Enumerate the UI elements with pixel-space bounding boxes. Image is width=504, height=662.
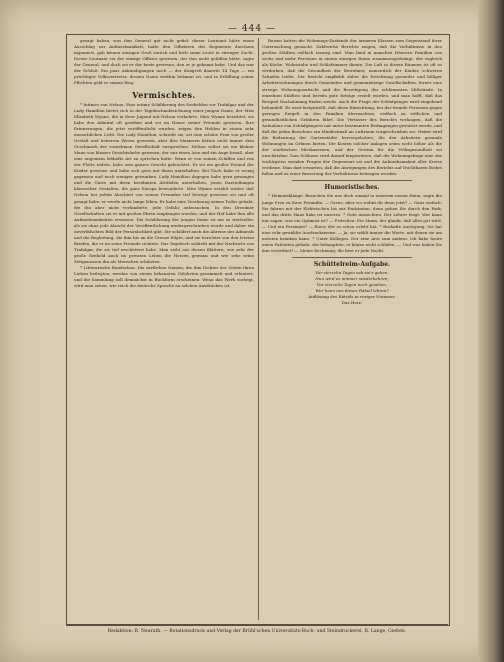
section-rule-2: [292, 257, 412, 258]
section-heading-humor: Humoristisches.: [324, 184, 380, 192]
humor-paragraph: * Heimatsklänge. Besuchen Sie uns doch einmal in unserem neuen Heim, sagte die junge Frau zu ihrer Freundin. — Gerne, aber wo wohnt ihr denn jetzt? — Ganz einfach: Sie fahren mit der Elektrischen bis zur Endstation, dann gehen Sie durch den Park, und das dritte Haus links ist unseres. * Gute Aussichten. Der Lehrer fragt: Wer kann mir sagen, was ein Optimist ist? — Fritzchen: Ein Mann, der glaubt, daß alles gut wird. — Und ein Pessimist? — Einer, der es schon erlebt hat. * Boshafte Auslegung. Sie hat eine sehr gewählte Ausdrucksweise. — Ja, sie wählt immer die Worte, mit denen sie am meisten kränken kann. * Unter Kollegen. Der eine Arzt zum andern: Ich habe heute einen Patienten gehabt, der behauptete, er könne nicht schlafen. — Und was haben Sie ihm verordnet? — Meine Rechnung; die liest er jede Nacht.: [262, 193, 442, 253]
article-paragraph: * Intimes von Nelson. Eine intime Schilderung des Seehelden vor Trafalgar und der Lady Hamilton bietet sich in der Tagebuchaufzeichnung einer jungen Dame, der Miss Elizabeth Wynne, die in ihrer Jugend mit Nelson verkehrte. Miss Wynne berichtet, sie habe den Admiral oft gesehen und sei im Hause seiner Freunde gewesen. Ihre Erinnerungen, die jetzt veröffentlicht wurden, zeigen den Helden in einem sehr menschlichen Licht. Die Lady Hamilton, schreibt sie, sei eine schöne Frau von großer Gestalt und heiterem Wesen gewesen, aber ihre Manieren hätten nicht immer dem Geschmack der vornehmen Gesellschaft entsprochen. Nelson selbst sei ein kleiner Mann von blasser Gesichtsfarbe gewesen, der nur einen Arm und ein Auge besaß, aber eine ungemein lebhafte Art zu sprechen hatte. Wenn er von seinen Schiffen und von der Flotte redete, habe sein ganzes Gesicht geleuchtet. Er sei ein großer Freund der Kinder gewesen und habe sich gern mit ihnen unterhalten. Bei Tisch habe er wenig gegessen und noch weniger getrunken. Lady Hamilton dagegen habe gern gesungen und die Gäste mit ihren berühmten Attitüden unterhalten, jenen Darstellungen klassischer Gestalten, die ganz Europa bewunderte. Miss Wynne erzählt weiter, daß Nelson bei jedem Abschied von seinen Freunden tief bewegt gewesen sei und oft gesagt habe, er werde nicht lange leben. Er habe eine Vorahnung seines Todes gehabt, die ihn aber nicht verhinderte, jede Gefahr aufzusuchen. In den Dresdner Gesellschaften sei er mit großen Ehren empfangen worden, und der Hof habe ihm alle Aufmerksamkeiten erwiesen. Die Schilderung der jungen Dame ist um so wertvoller, als sie ohne jede Absicht der Veröffentlichung niedergeschrieben wurde und daher ein unverfälschtes Bild der Persönlichkeit gibt. Sie schildert auch die Abreise des Admirals und die Begleitung, die ihm bis an die Grenze folgte, und sie berichtet von den letzten Briefen, die er an seine Freunde richtete. Das Tagebuch schließt mit der Nachricht von Trafalgar, die sie tief erschüttert habe. Man sieht aus diesen Blättern, wie sehr der große Seeheld auch im privaten Leben die Herzen gewann und wie sehr seine Zeitgenossen ihn als Menschen schätzten.: [74, 101, 254, 265]
riddle-line: Wer kann uns dieses Rätsel lehren?: [315, 288, 389, 294]
right-column: [262, 38, 442, 620]
article-paragraph-2: * Litterarische Rundschau. Die zärtlichen Namen, die ihm Dichter der Zeiten ihren Lieben beilegten, werden von einem bekannten Gelehrten gesammelt und erläutert, und die Sammlung soll demnächst in Buchform erscheinen. Wenn das Werk vorliegt, wird man sehen, wie reich die deutsche Sprache an solchen Ausdrücken ist.: [74, 265, 254, 289]
intro-paragraph: gesagt haben, was ihm General gut nicht gefiel: dieser Leutnant hätte einen Ausschlag zur Aufmerksamkeit, hatte den Offizieren des Regiments durchaus imponiert, gab keinen einzigen Gruß zurück und hielt seine Leute in strenger Zucht. Dieser Leutnant sei der einzige Offizier gewesen, der ihm nicht gefallen hätte, sagte der General, und doch sei er der beste gewesen, den er je gekannt habe. Und das war der Schluß. Ein paar Ankündigungen noch — der Kongreß dauerte 14 Tage — ein prächtiger Volksvertreter, dessen Name weithin bekannt ist, und in Erfüllung seiner Pflichten geht er seinen Weg.: [74, 38, 254, 86]
section-heading-vermischtes: Vermischtes.: [132, 89, 196, 100]
page-number: — 444 —: [228, 24, 276, 34]
riddle-answer-label: Auflösung des Rätsels in voriger Nummer:: [308, 294, 396, 300]
section-rule: [292, 180, 412, 181]
article-continuation: Reisen hatten die Wohnungs-Zustände der ärmeren Klassen zum Gegenstand ihrer Untersuchung gemacht. Zahlreiche Berichte zeigen, daß die Verhältnisse in den großen Städten vielfach traurig sind. Man fand in manchen Häusern Familien von sechs und mehr Personen in einem einzigen Raum zusammengedrängt, der zugleich als Küche, Wohnstube und Schlafzimmer diente. Die Luft in diesen Räumen ist oft so verdorben, daß die Gesundheit der Bewohner, namentlich der Kinder, schweren Schaden leidet. Der Bericht empfiehlt daher die Errichtung gesunder und billiger Arbeiterwohnungen durch Gemeinden und gemeinnützige Gesellschaften, ferner eine strenge Wohnungsaufsicht und die Beseitigung der schlimmsten Mißstände. In einzelnen Städten sind bereits gute Erfolge erzielt worden, und man hofft, daß das Beispiel Nachahmung finden werde. Auch die Frage der Schlafgänger wird eingehend behandelt. Es wird festgestellt, daß diese Einrichtung, bei der fremde Personen gegen geringes Entgelt in den Familien übernachten, vielfach zu sittlichen und gesundheitlichen Gefahren führt. Die Verfasser des Berichts verlangen, daß die Aufnahme von Schlafgängern nur unter bestimmten Bedingungen gestattet werde, und daß für jeden Bewohner ein Mindestmaß an Luftraum vorgeschrieben sei. Weiter wird die Bedeutung der Gartenstädte hervorgehoben, die den Arbeitern gesunde Wohnungen im Grünen bieten. Die Kosten solcher Anlagen seien nicht höher als die der städtischen Mietkasernen, und der Gewinn für die Volksgesundheit sei unschätzbar. Zum Schlusse wird darauf hingewiesen, daß die Wohnungsfrage eine der wichtigsten sozialen Fragen der Gegenwart sei und die Aufmerksamkeit aller Kreise verdiene. Man darf erwarten, daß die Anregungen des Berichts auf fruchtbaren Boden fallen und zu einer Besserung der Verhältnisse beitragen werden.: [262, 38, 442, 177]
left-column: [74, 38, 254, 620]
section-heading-riddle: Schüttelreim-Aufgabe.: [313, 261, 391, 269]
publisher-footer: Redaktion: R. Neurath. — Rotationsdruck und Verlag der Brühl'schen Universitäts-Buch- und Steindruckerei, R. Lange, Gießen.: [107, 629, 407, 634]
riddle-line: Vor vierzehn Tagen sah sie's gehen,: [315, 270, 389, 276]
riddle-line: Vor vierzehn Tagen noch gesehen,: [316, 282, 388, 288]
riddle-answer: Das Herz.: [341, 300, 363, 306]
riddle-line: Nun wird es nimmer wiederkehren;: [315, 276, 389, 282]
column-divider: [258, 38, 259, 620]
footer-rule: [66, 624, 448, 625]
page-edge: [478, 0, 504, 662]
